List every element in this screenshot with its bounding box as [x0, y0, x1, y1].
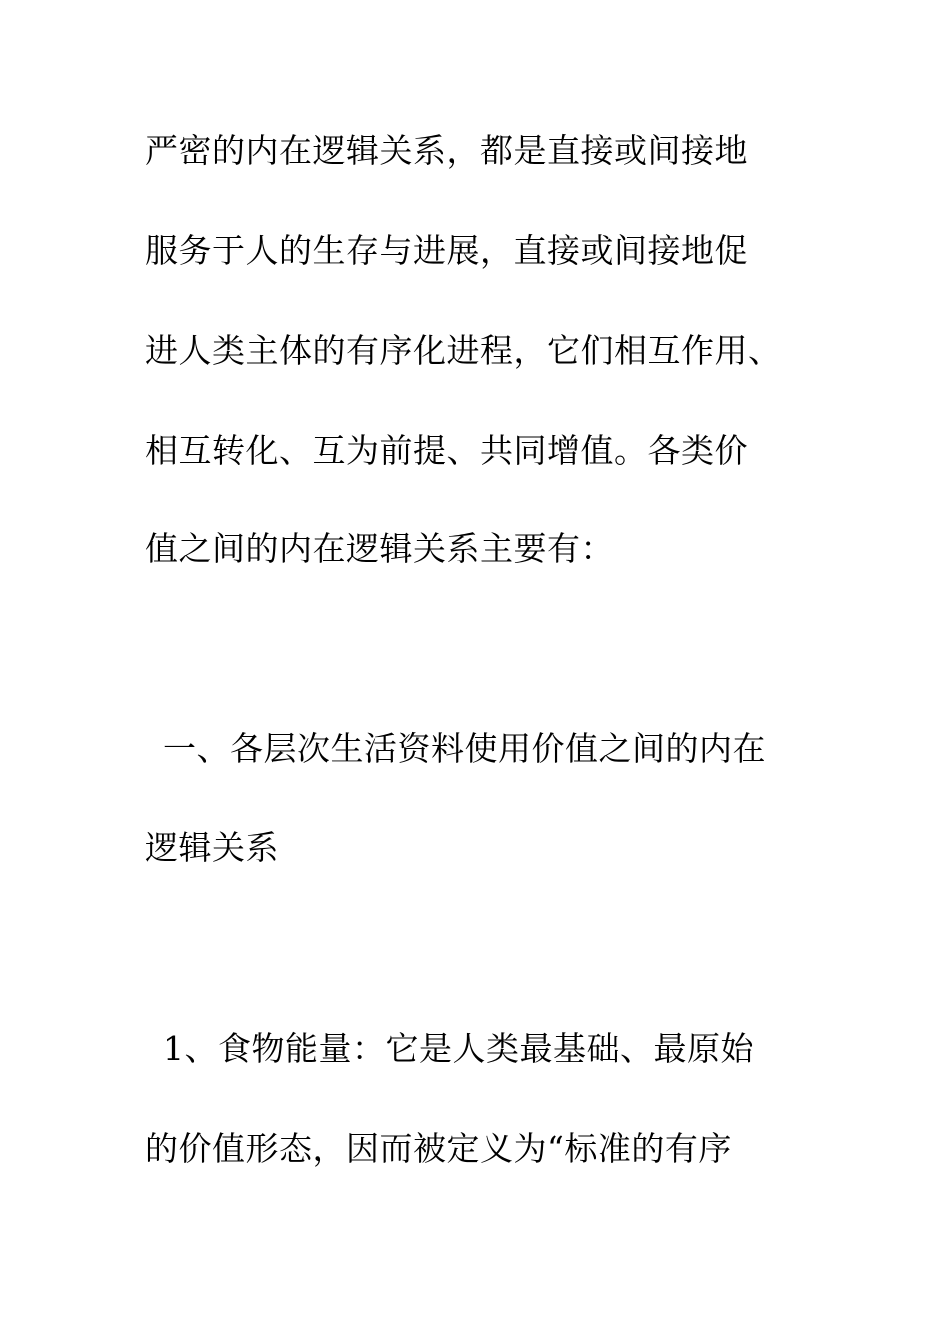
section-heading-line: 一、各层次生活资料使用价值之间的内在 — [163, 729, 766, 768]
body-text-line: 服务于人的生存与进展，直接或间接地促 — [145, 231, 748, 270]
section-heading-line: 逻辑关系 — [145, 828, 279, 867]
body-text-line: 严密的内在逻辑关系，都是直接或间接地 — [145, 131, 748, 170]
body-text-line: 的价值形态，因而被定义为“标准的有序 — [145, 1129, 732, 1168]
body-text-line: 相互转化、互为前提、共同增值。各类价 — [145, 431, 748, 470]
body-text-line: 值之间的内在逻辑关系主要有： — [145, 529, 614, 568]
body-text-line: 1、食物能量：它是人类最基础、最原始 — [163, 1029, 754, 1068]
body-text-line: 进人类主体的有序化进程，它们相互作用、 — [145, 331, 782, 370]
